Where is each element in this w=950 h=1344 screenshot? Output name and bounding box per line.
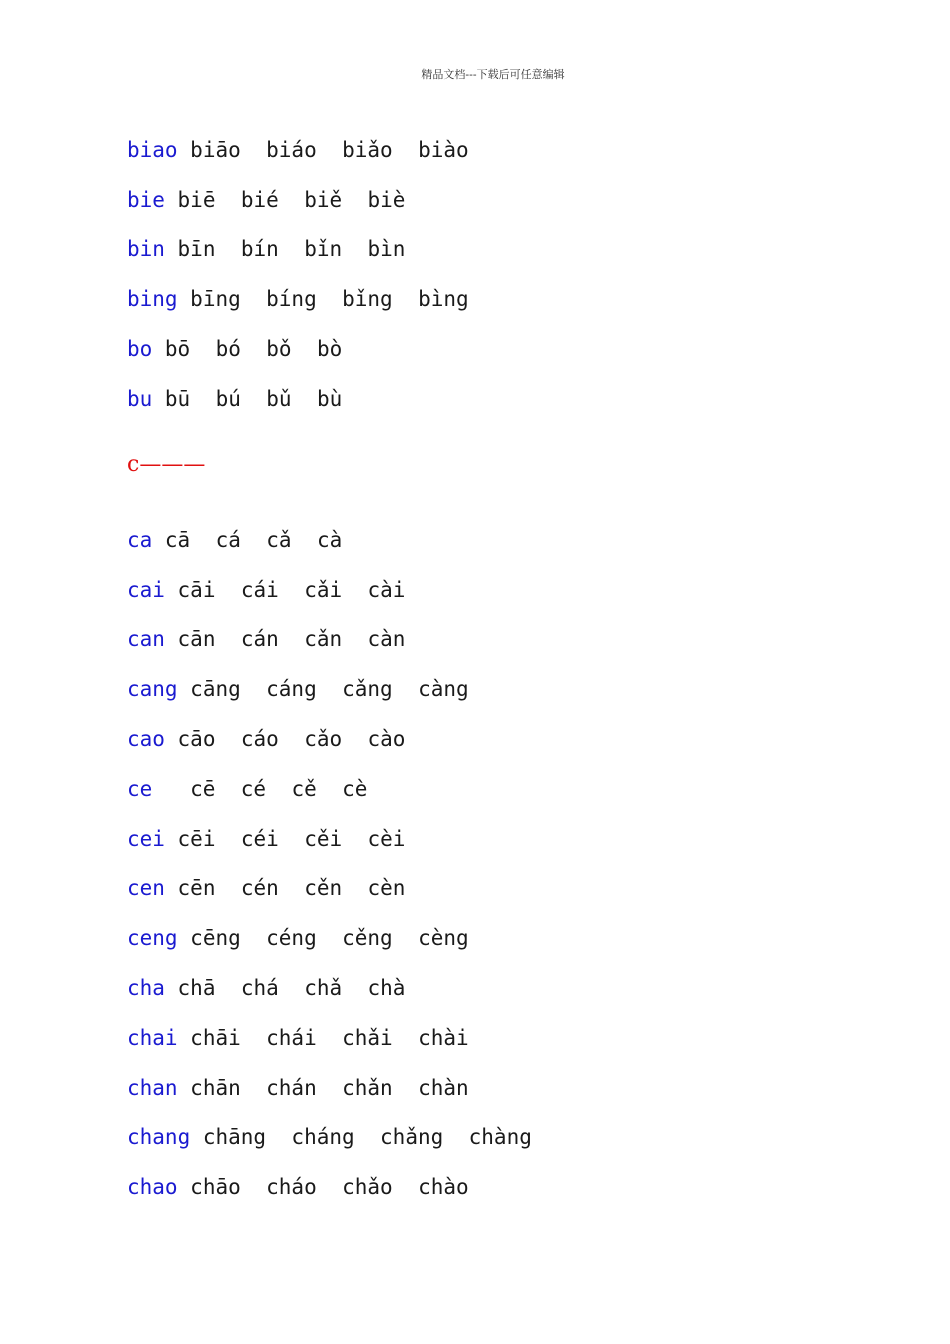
syllable-label: cei	[127, 826, 165, 851]
syllable-label: chai	[127, 1025, 178, 1050]
syllable-label: bo	[127, 337, 153, 362]
syllable-label: cang	[127, 677, 178, 702]
tone-form: cǎn	[304, 627, 343, 652]
tone-form: cēng	[190, 926, 241, 951]
tone-form: chǎi	[342, 1025, 393, 1050]
tone-form: cháng	[291, 1125, 355, 1150]
pinyin-row	[127, 225, 469, 275]
tone-form: bó	[215, 337, 241, 362]
tone-form: cèn	[367, 876, 406, 901]
tone-form: chǎo	[342, 1175, 393, 1200]
tone-form: cān	[177, 627, 216, 652]
pinyin-row	[127, 615, 532, 665]
syllable-label: bie	[127, 187, 165, 212]
tone-form: chà	[367, 976, 406, 1001]
tone-form: biǎo	[342, 137, 393, 162]
pinyin-row	[127, 864, 532, 914]
syllable-label: bing	[127, 287, 178, 312]
tone-form: bīng	[190, 287, 241, 312]
tone-form: cě	[291, 776, 317, 801]
tone-form: cháo	[266, 1175, 317, 1200]
syllable-label: ce	[127, 776, 153, 801]
tone-form: chāo	[190, 1175, 241, 1200]
syllable-label: chao	[127, 1175, 178, 1200]
syllable-label: cai	[127, 577, 165, 602]
tone-form: cái	[240, 577, 279, 602]
syllable-label: bin	[127, 237, 165, 262]
syllable-label: cen	[127, 876, 165, 901]
syllable-label: chan	[127, 1075, 178, 1100]
tone-form: bīn	[177, 237, 216, 262]
pinyin-row	[127, 515, 532, 565]
pinyin-row	[127, 1013, 532, 1063]
tone-form: bǐn	[304, 237, 343, 262]
tone-form: bíng	[266, 287, 317, 312]
tone-form: cāo	[177, 727, 216, 752]
pinyin-row	[127, 1113, 532, 1163]
tone-form: chāng	[202, 1125, 267, 1150]
tone-form: cèi	[367, 826, 406, 851]
tone-form: bò	[316, 337, 343, 362]
tone-form: cěi	[304, 826, 343, 851]
pinyin-row	[127, 963, 532, 1013]
tone-form: cǎo	[304, 727, 343, 752]
pinyin-row	[127, 764, 532, 814]
syllable-label: bu	[127, 386, 153, 411]
tone-form: biě	[304, 187, 343, 212]
pinyin-row	[127, 175, 469, 225]
tone-form: chā	[177, 976, 216, 1001]
tone-form: cáo	[240, 727, 279, 752]
tone-form: chá	[240, 976, 279, 1001]
tone-form: chǎ	[304, 976, 343, 1001]
tone-form: céi	[240, 826, 279, 851]
tone-form: cāi	[177, 577, 216, 602]
tone-form: cè	[342, 776, 368, 801]
pinyin-row	[127, 324, 469, 374]
tone-form: cèng	[418, 926, 469, 951]
tone-form: chài	[418, 1025, 469, 1050]
tone-form: cà	[316, 527, 343, 552]
tone-form: cáng	[266, 677, 317, 702]
tone-form: chān	[190, 1075, 241, 1100]
section-heading-c: c———	[127, 452, 206, 477]
tone-form: càng	[418, 677, 469, 702]
tone-form: cā	[164, 527, 191, 552]
tone-form: bō	[164, 337, 191, 362]
pinyin-row	[127, 125, 469, 175]
tone-form: chāi	[190, 1025, 241, 1050]
tone-form: bǒ	[266, 337, 292, 362]
tone-form: cán	[240, 627, 279, 652]
syllable-label: chang	[127, 1125, 191, 1150]
syllable-label: can	[127, 627, 165, 652]
tone-form: chào	[418, 1175, 469, 1200]
tone-form: cēi	[177, 826, 216, 851]
tone-form: cěn	[304, 876, 343, 901]
syllable-label: cha	[127, 976, 165, 1001]
tone-form: biáo	[266, 137, 317, 162]
tone-form: chàng	[468, 1125, 532, 1150]
pinyin-row	[127, 814, 532, 864]
pinyin-row	[127, 1063, 532, 1113]
tone-form: cá	[215, 527, 241, 552]
tone-form: chǎn	[342, 1075, 393, 1100]
syllable-label: cao	[127, 727, 165, 752]
tone-form: céng	[266, 926, 317, 951]
tone-form: càn	[367, 627, 406, 652]
tone-form: biè	[367, 187, 406, 212]
pinyin-row	[127, 913, 532, 963]
tone-form: bìng	[418, 287, 469, 312]
tone-form: cēn	[177, 876, 216, 901]
tone-form: cěng	[342, 926, 393, 951]
tone-form: bín	[240, 237, 279, 262]
syllable-label: ca	[127, 527, 153, 552]
tone-form: biē	[177, 187, 216, 212]
tone-form: bǐng	[342, 287, 393, 312]
pinyin-row	[127, 374, 469, 424]
pinyin-row	[127, 565, 532, 615]
tone-form: chán	[266, 1075, 317, 1100]
tone-form: cài	[367, 577, 406, 602]
tone-form: chàn	[418, 1075, 469, 1100]
pinyin-row	[127, 714, 532, 764]
tone-form: cào	[367, 727, 406, 752]
tone-form: cǎ	[266, 527, 292, 552]
pinyin-row	[127, 274, 469, 324]
pinyin-section-c	[127, 515, 532, 1212]
tone-form: biāo	[190, 137, 241, 162]
tone-form: cé	[240, 776, 267, 801]
tone-form: chǎng	[380, 1125, 444, 1150]
tone-form: bù	[316, 386, 343, 411]
tone-form: cǎng	[342, 677, 393, 702]
tone-form: bǔ	[266, 386, 292, 411]
tone-form: cāng	[190, 677, 241, 702]
tone-form: chái	[266, 1025, 317, 1050]
pinyin-row	[127, 1162, 532, 1212]
tone-form: bū	[164, 386, 191, 411]
tone-form: bìn	[367, 237, 406, 262]
tone-form: biào	[418, 137, 469, 162]
tone-form: cǎi	[304, 577, 343, 602]
tone-form: bú	[215, 386, 241, 411]
syllable-label: biao	[127, 137, 178, 162]
pinyin-section-b	[127, 125, 469, 424]
tone-form: cén	[240, 876, 279, 901]
pinyin-row	[127, 664, 532, 714]
tone-form: cē	[190, 776, 216, 801]
page-header: 精品文档---下载后可任意编辑	[421, 68, 565, 81]
syllable-label: ceng	[127, 926, 178, 951]
tone-form: bié	[240, 187, 279, 212]
